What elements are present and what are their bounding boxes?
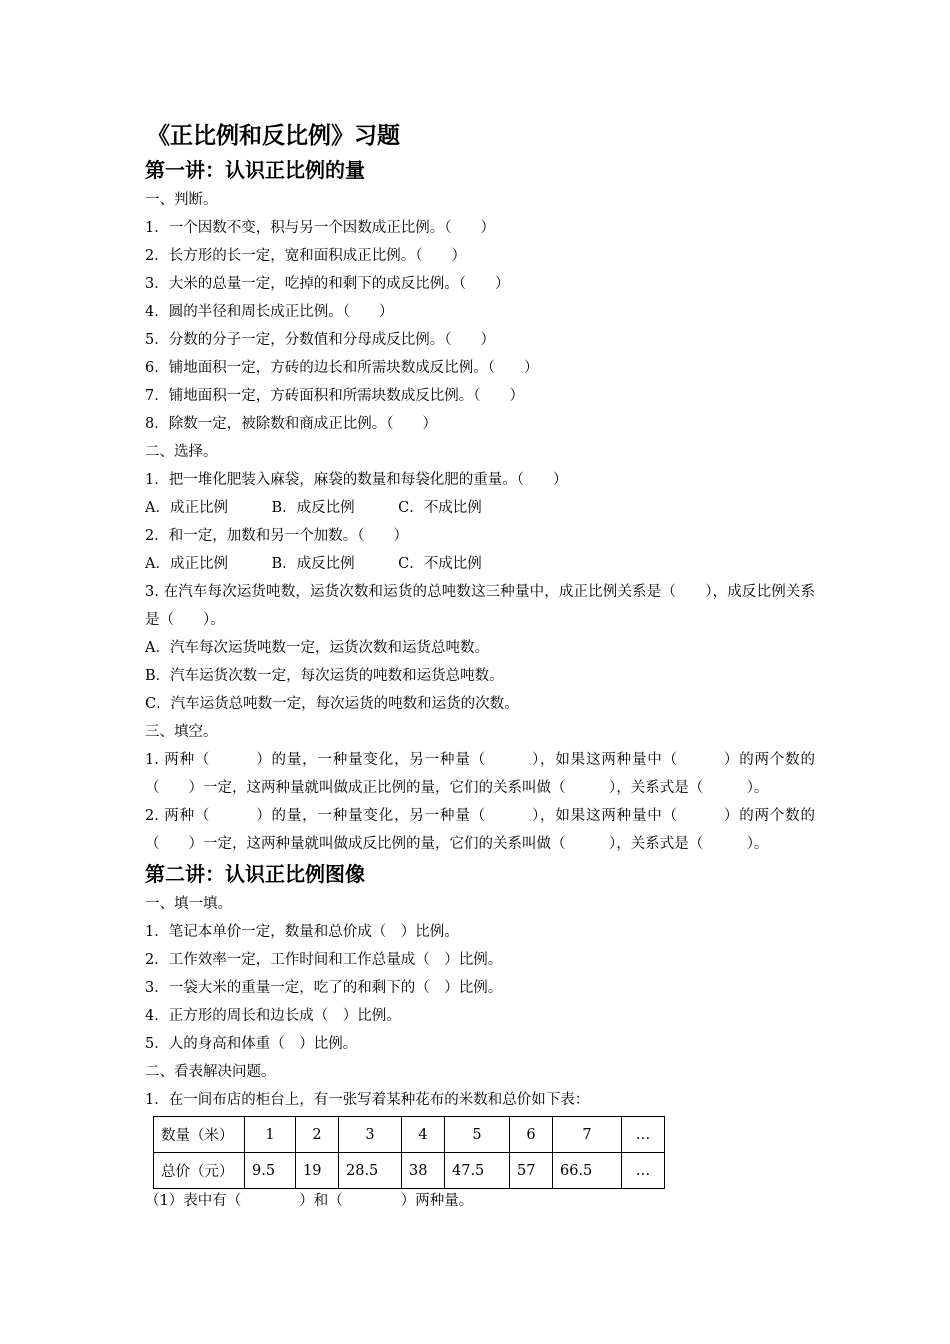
table-cell: 38	[402, 1153, 445, 1189]
choice-question-2: 2．和一定，加数和另一个加数。（ ）	[145, 528, 408, 544]
judge-item-4: 4．圆的半径和周长成正比例。（ ）	[145, 304, 394, 320]
table-question-1: 1．在一间布店的柜台上，有一张写着某种花布的米数和总价如下表：	[145, 1092, 590, 1108]
table-cell: 19	[296, 1153, 339, 1189]
lecture-2-heading: 第二讲：认识正比例图像	[145, 862, 365, 886]
fill-in-item-5: 5．人的身高和体重（ ）比例。	[145, 1036, 358, 1052]
judge-item-3: 3．大米的总量一定，吃掉的和剩下的成反比例。（ ）	[145, 276, 510, 292]
table-cell: 数量（米）	[154, 1117, 245, 1153]
table-cell: 9.5	[245, 1153, 296, 1189]
judge-item-8: 8．除数一定，被除数和商成正比例。（ ）	[145, 416, 437, 432]
table-cell: 47.5	[445, 1153, 510, 1189]
table-row-price	[154, 1153, 665, 1189]
worksheet	[145, 118, 815, 1215]
fill-in-item-1: 1．笔记本单价一定，数量和总价成（ ）比例。	[145, 924, 459, 940]
judge-item-1: 1．一个因数不变，积与另一个因数成正比例。（ ）	[145, 220, 495, 236]
choice-question-1: 1．把一堆化肥装入麻袋，麻袋的数量和每袋化肥的重量。（ ）	[145, 472, 568, 488]
fill-in-item-3: 3．一袋大米的重量一定，吃了的和剩下的（ ）比例。	[145, 980, 503, 996]
choice-question-3-option-c: C．汽车运货总吨数一定，每次运货的吨数和运货的次数。	[145, 696, 519, 712]
table-cell: 3	[339, 1117, 402, 1153]
table-cell: 1	[245, 1117, 296, 1153]
table-cell: 57	[510, 1153, 553, 1189]
table-row-quantity	[154, 1117, 665, 1153]
table-section-heading: 二、看表解决问题。	[145, 1064, 276, 1080]
choice-question-3-option-a: A．汽车每次运货吨数一定，运货次数和运货总吨数。	[145, 640, 489, 656]
judge-item-5: 5．分数的分子一定，分数值和分母成反比例。（ ）	[145, 332, 495, 348]
lecture-1-heading: 第一讲：认识正比例的量	[145, 158, 365, 182]
choice-question-1-options: A．成正比例 B．成反比例 C．不成比例	[145, 500, 482, 516]
table-sub-question-1: （1）表中有（ ）和（ ）两种量。	[145, 1193, 474, 1209]
fill-question-2: 2. 两种（ ）的量，一种量变化，另一种量（ ），如果这两种量中（ ）的两个数的（ ）一定，这两种量就叫做成反比例的量，它们的关系叫做（ ），关系式是（ ）。	[145, 808, 815, 852]
fill-section-heading: 三、填空。	[145, 724, 218, 740]
choice-question-2-options: A．成正比例 B．成反比例 C．不成比例	[145, 556, 482, 572]
table-cell: 2	[296, 1117, 339, 1153]
table-cell: 4	[402, 1117, 445, 1153]
table-cell: 66.5	[553, 1153, 622, 1189]
table-cell: 7	[553, 1117, 622, 1153]
table-cell: 6	[510, 1117, 553, 1153]
judge-item-6: 6．铺地面积一定，方砖的边长和所需块数成反比例。（ ）	[145, 360, 539, 376]
choice-section-heading: 二、选择。	[145, 444, 218, 460]
fill-in-item-2: 2．工作效率一定，工作时间和工作总量成（ ）比例。	[145, 952, 503, 968]
judge-item-2: 2．长方形的长一定，宽和面积成正比例。（ ）	[145, 248, 466, 264]
page-title: 《正比例和反比例》习题	[147, 123, 400, 149]
table-cell: …	[622, 1153, 665, 1189]
choice-question-3-option-b: B．汽车运货次数一定，每次运货的吨数和运货总吨数。	[145, 668, 504, 684]
judge-item-7: 7．铺地面积一定，方砖面积和所需块数成反比例。（ ）	[145, 388, 524, 404]
fill-in-item-4: 4．正方形的周长和边长成（ ）比例。	[145, 1008, 401, 1024]
table-cell: 5	[445, 1117, 510, 1153]
table-cell: …	[622, 1117, 665, 1153]
choice-question-3: 3. 在汽车每次运货吨数，运货次数和运货的总吨数这三种量中，成正比例关系是（ ），成反比例关系是（ ）。	[145, 584, 815, 628]
judge-section-heading: 一、判断。	[145, 192, 218, 208]
fill-question-1: 1. 两种（ ）的量，一种量变化，另一种量（ ），如果这两种量中（ ）的两个数的（ ）一定，这两种量就叫做成正比例的量，它们的关系叫做（ ），关系式是（ ）。	[145, 752, 815, 796]
table-cell: 总价（元）	[154, 1153, 245, 1189]
price-table	[153, 1116, 665, 1189]
table-cell: 28.5	[339, 1153, 402, 1189]
fill-in-section-heading: 一、填一填。	[145, 896, 232, 912]
